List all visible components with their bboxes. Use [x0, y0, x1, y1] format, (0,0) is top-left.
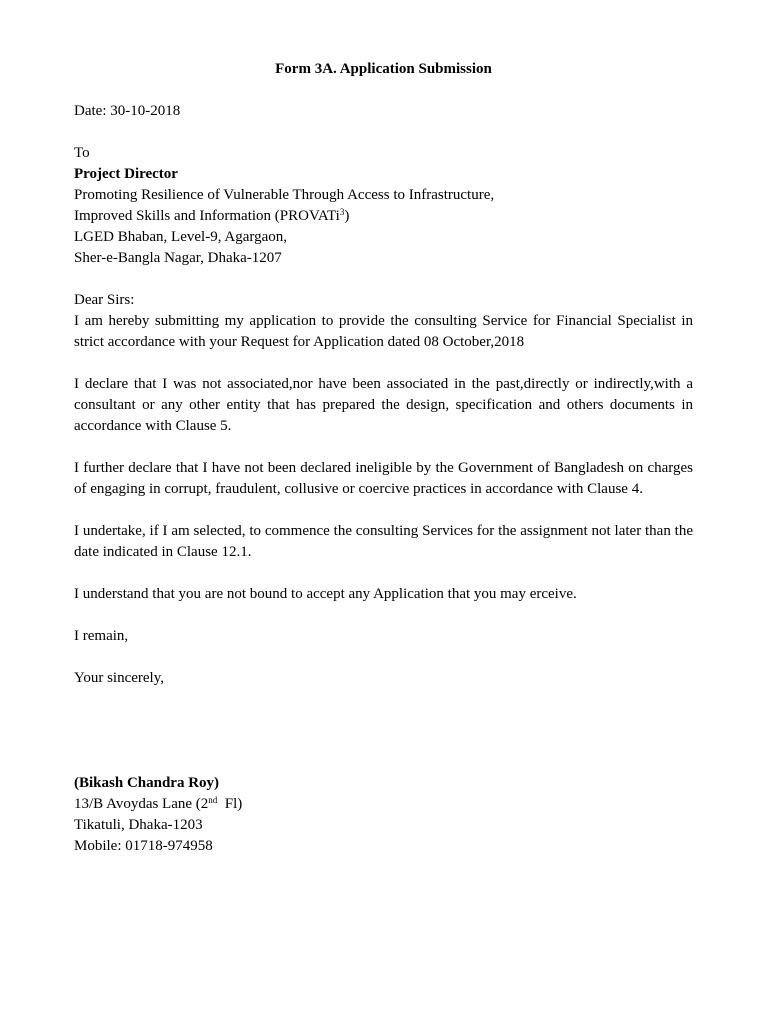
salutation: Dear Sirs: [74, 292, 135, 308]
paragraph-5: I understand that you are not bound to accept any Application that you may erceive. [74, 586, 577, 602]
form-title: Form 3A. Application Submission [275, 61, 492, 77]
paragraph-4: I undertake, if I am selected, to commence the consulting Services for the assignment not later than the date indicated in Clause 12.1. [74, 523, 693, 560]
recipient-address-line2: Sher-e-Bangla Nagar, Dhaka-1207 [74, 250, 282, 266]
paragraph-3: I further declare that I have not been declared ineligible by the Government of Bangladesh on charges of engaging in corrupt, fraudulent, collusive or coercive practices in accordance with Clause 4. [74, 460, 693, 497]
org-line2-prefix: Improved Skills and Information (PROVATi [74, 208, 340, 224]
signature-mobile: Mobile: 01718-974958 [74, 838, 213, 854]
signature-address-prefix: 13/B Avoydas Lane (2 [74, 796, 209, 812]
closing-remain: I remain, [74, 628, 129, 644]
signature-block [74, 773, 693, 857]
closing-sincerely: Your sincerely, [74, 670, 164, 686]
signature-address-sup: nd [208, 795, 218, 805]
paragraph-2: I declare that I was not associated,nor have been associated in the past,directly or indirectly,with a consultant or any other entity that has prepared the design, specification and others documents in accordance with Clause 5. [74, 376, 693, 434]
signature-name: (Bikash Chandra Roy) [74, 775, 220, 791]
recipient-block [74, 143, 693, 269]
letter-page [74, 59, 693, 857]
recipient-address-line1: LGED Bhaban, Level-9, Agargaon, [74, 229, 287, 245]
org-line2-suffix: ) [344, 208, 350, 224]
date-line: Date: 30-10-2018 [74, 103, 181, 119]
recipient-org-line2 [74, 206, 693, 227]
recipient-to: To [74, 145, 90, 161]
signature-address-suffix: Fl) [217, 796, 243, 812]
recipient-org-line1: Promoting Resilience of Vulnerable Through Access to Infrastructure, [74, 187, 495, 203]
recipient-title: Project Director [74, 166, 178, 182]
org-line2-sup: 3 [339, 207, 345, 217]
signature-city: Tikatuli, Dhaka-1203 [74, 817, 203, 833]
signature-address [74, 794, 693, 815]
paragraph-1: I am hereby submitting my application to provide the consulting Service for Financial Specialist in strict accordance with your Request for Application dated 08 October,2018 [74, 313, 693, 350]
